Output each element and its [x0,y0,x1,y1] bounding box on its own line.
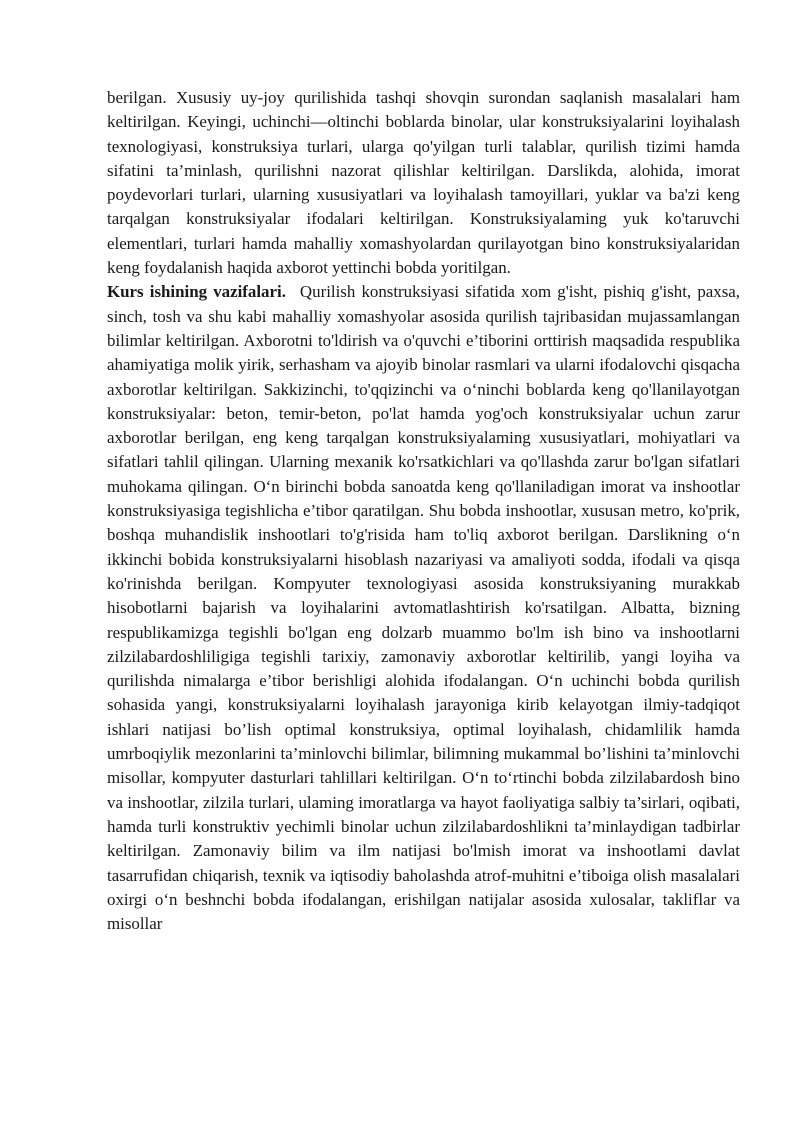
paragraph-course-objectives-text: Qurilish konstruksiyasi sifatida xom g'isht, pishiq g'isht, paxsa, sinch, tosh va shu kabi mahalliy xomashyolar asosida qurilish tajribasidan mujassamlangan bilimlar keltirilgan. Axborotni to'ldirish va o'quvchi e’tiborini orttirish maqsadida respublika ahamiyatiga molik yirik, serhasham va ajoyib binolar rasmlari va ularni ifodalovchi qisqacha axborotlar keltirilgan. Sakkizinchi, to'qqizinchi va o‘ninchi boblarda keng qo'llanilayotgan konstruksiyalar: beton, temir-beton, po'lat hamda yog'och konstruksiyalar uchun zarur axborotlar berilgan, eng keng tarqalgan konstruksiyalaming xususiyatlari, mohiyatlari va sifatlari tahlil qilingan. Ularning mexanik ko'rsatkichlari va qo'llashda zarur bo'lgan sifatlari muhokama qilingan. O‘n birinchi bobda sanoatda keng qo'llaniladigan imorat va inshootlar konstruksiyasiga tegishlicha e’tibor qaratilgan. Shu bobda inshootlar, xususan metro, ko'prik, boshqa muhandislik inshootlari to'g'risida ham to'liq axborot berilgan. Darslikning o‘n ikkinchi bobida konstruksiyalarni hisoblash nazariyasi va amaliyoti sodda, ifodali va qisqa ko'rinishda berilgan. Kompyuter texnologiyasi asosida konstruksiyaning murakkab hisobotlarni bajarish va loyihalarini avtomatlashtirish ko'rsatilgan. Albatta, bizning respublikamizga tegishli bo'lgan eng dolzarb muammo bo'lm ish bino va inshootlarni zilzilabardoshliligiga tegishli tarixiy, zamonaviy axborotlar keltirilib, yangi loyiha va qurilishda nimalarga e’tibor berishligi alohida ifodalangan. O‘n uchinchi bobda qurilish sohasida yangi, konstruksiyalarni loyihalash jarayoniga kirib kelayotgan ilmiy-tadqiqot ishlari natijasi bo’lish optimal konstruksiya, optimal loyihalash, chidamlilik hamda umrboqiylik mezonlarini ta’minlovchi bilimlar, bilimning mukammal bo’lishini ta’minlovchi misollar, kompyuter dasturlari tahlillari keltirilgan. O‘n to‘rtinchi bobda zilzilabardosh bino va inshootlar, zilzila turlari, ulaming imoratlarga va hayot faoliyatiga salbiy ta’sirlari, oqibati, hamda turli konstruktiv yechimli binolar uchun zilzilabardoshlikni ta’minlaydigan tadbirlar keltirilgan. Zamonaviy bilim va ilm natijasi bo'lmish imorat va inshootlami davlat tasarrufidan chiqarish, texnik va iqtisodiy baholashda atrof-muhitni e’tiboiga olish masalalari oxirgi o‘n beshnchi bobda ifodalangan, erishilgan natijalar asosida xulosalar, takliflar va misollar [107,282,740,934]
document-body [107,86,740,936]
section-heading: Kurs ishining vazifalari. [107,282,286,302]
paragraph-intro-continuation: berilgan. Xususiy uy-joy qurilishida tashqi shovqin surondan saqlanish masalalari ham keltirilgan. Keyingi, uchinchi—oltinchi boblarda binolar, ular konstruksiyalarini loyihalash texnologiyasi, konstruksiya turlari, ularga qo'yilgan turli talablar, qurilish tizimi hamda sifatini ta’minlash, qurilishni nazorat qilishlar keltirilgan. Darslikda, alohida, imorat poydevorlari turlari, ularning xususiyatlari va loyihalash tamoyillari, yuklar va ba'zi keng tarqalgan konstruksiyalar ifodalari keltirilgan. Konstruksiyalaming yuk ko'taruvchi elementlari, turlari hamda mahalliy xomashyolardan qurilayotgan bino konstruksiyalaridan keng foydalanish haqida axborot yettinchi bobda yoritilgan. [107,88,740,278]
paragraph-course-objectives [107,280,740,936]
